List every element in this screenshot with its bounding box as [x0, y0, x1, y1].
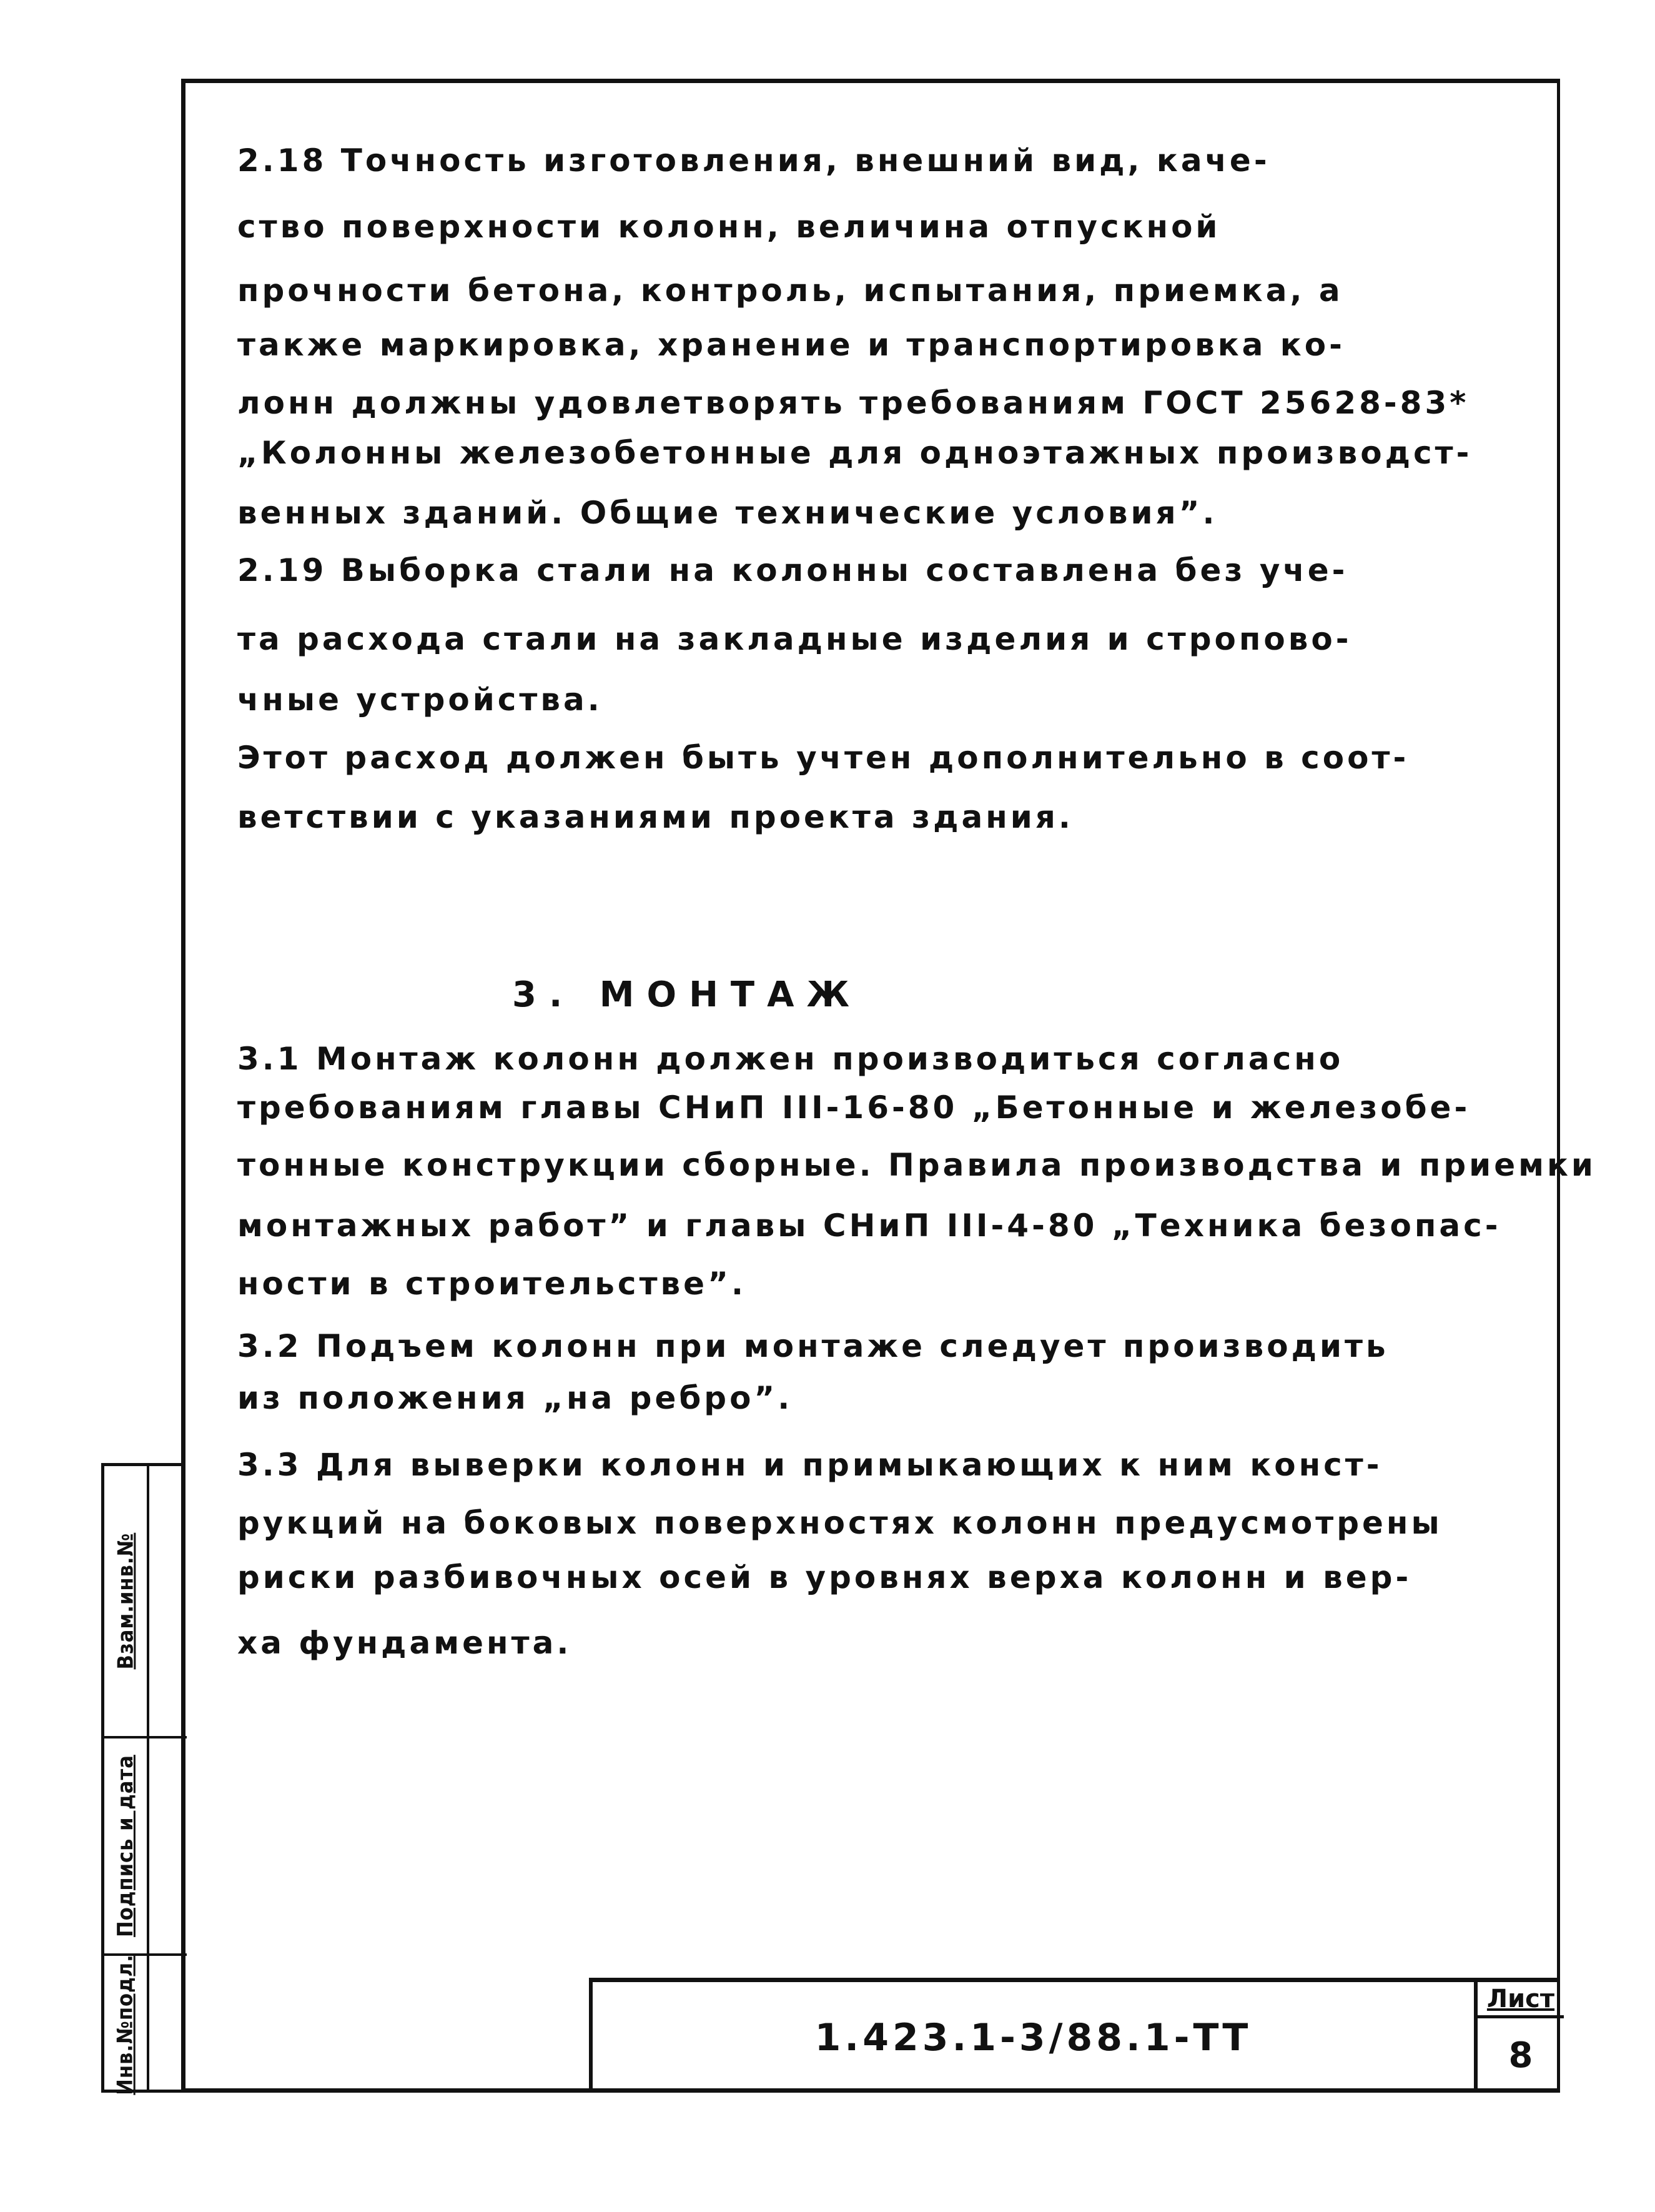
text-line: лонн должны удовлетворять требованиям ГОСТ 25628-83*	[237, 385, 1470, 421]
text-line: 2.18 Точность изготовления, внешний вид, каче-	[237, 142, 1270, 179]
text-line: требованиям главы СНиП III-16-80 „Бетонные и железобе-	[237, 1089, 1471, 1126]
sheet-number: 8	[1508, 2035, 1533, 2076]
text-line: 2.19 Выборка стали на колонны составлена без уче-	[237, 552, 1348, 588]
text-line: 3.1 Монтаж колонн должен производиться согласно	[237, 1041, 1344, 1077]
text-line: та расхода стали на закладные изделия и стропово-	[237, 621, 1352, 657]
text-line: ности в строительстве”.	[237, 1266, 746, 1302]
sheet-label: Лист	[1478, 1982, 1564, 2018]
title-block	[589, 1978, 1560, 2093]
text-line: из положения „на ребро”.	[237, 1380, 793, 1416]
text-line: „Колонны железобетонные для одноэтажных производст-	[237, 435, 1473, 471]
text-line: рукций на боковых поверхностях колонн предусмотрены	[237, 1505, 1443, 1541]
text-line: ха фундамента.	[237, 1625, 572, 1661]
text-line: монтажных работ” и главы СНиП III-4-80 „Техника безопас-	[237, 1208, 1501, 1244]
text-line: ветствии с указаниями проекта здания.	[237, 799, 1074, 835]
side-label-inventory	[107, 1956, 144, 2093]
text-line: венных зданий. Общие технические условия”.	[237, 495, 1218, 531]
text-line: риски разбивочных осей в уровнях верха колонн и вер-	[237, 1559, 1412, 1595]
text-line: ство поверхности колонн, величина отпускной	[237, 209, 1221, 245]
side-stamp-divider	[147, 1466, 149, 2090]
side-label-signature-text: Подпись и дата	[113, 1755, 138, 1937]
text-line: 3.3 Для выверки колонн и примыкающих к ним конст-	[237, 1447, 1383, 1483]
side-stamp	[101, 1463, 184, 2093]
side-label-inventory-text: Инв.№подл.	[113, 1954, 138, 2095]
text-line: прочности бетона, контроль, испытания, приемка, а	[237, 272, 1343, 309]
text-line: Этот расход должен быть учтен дополнительно в соот-	[237, 740, 1410, 776]
side-label-replacement-text: Взам.инв.№	[113, 1532, 139, 1670]
section-heading: 3. МОНТАЖ	[512, 975, 862, 1015]
text-line: тонные конструкции сборные. Правила производства и приемки	[237, 1147, 1596, 1183]
document-code: 1.423.1-3/88.1-ТТ	[814, 2015, 1252, 2060]
text-line: 3.2 Подъем колонн при монтаже следует производить	[237, 1328, 1389, 1364]
side-label-replacement	[107, 1466, 144, 1736]
text-line: также маркировка, хранение и транспортировка ко-	[237, 327, 1345, 363]
drawing-frame	[181, 79, 1560, 2093]
text-line: чные устройства.	[237, 682, 603, 718]
sheet-cell	[1474, 1982, 1564, 2093]
side-label-signature	[107, 1738, 144, 1953]
